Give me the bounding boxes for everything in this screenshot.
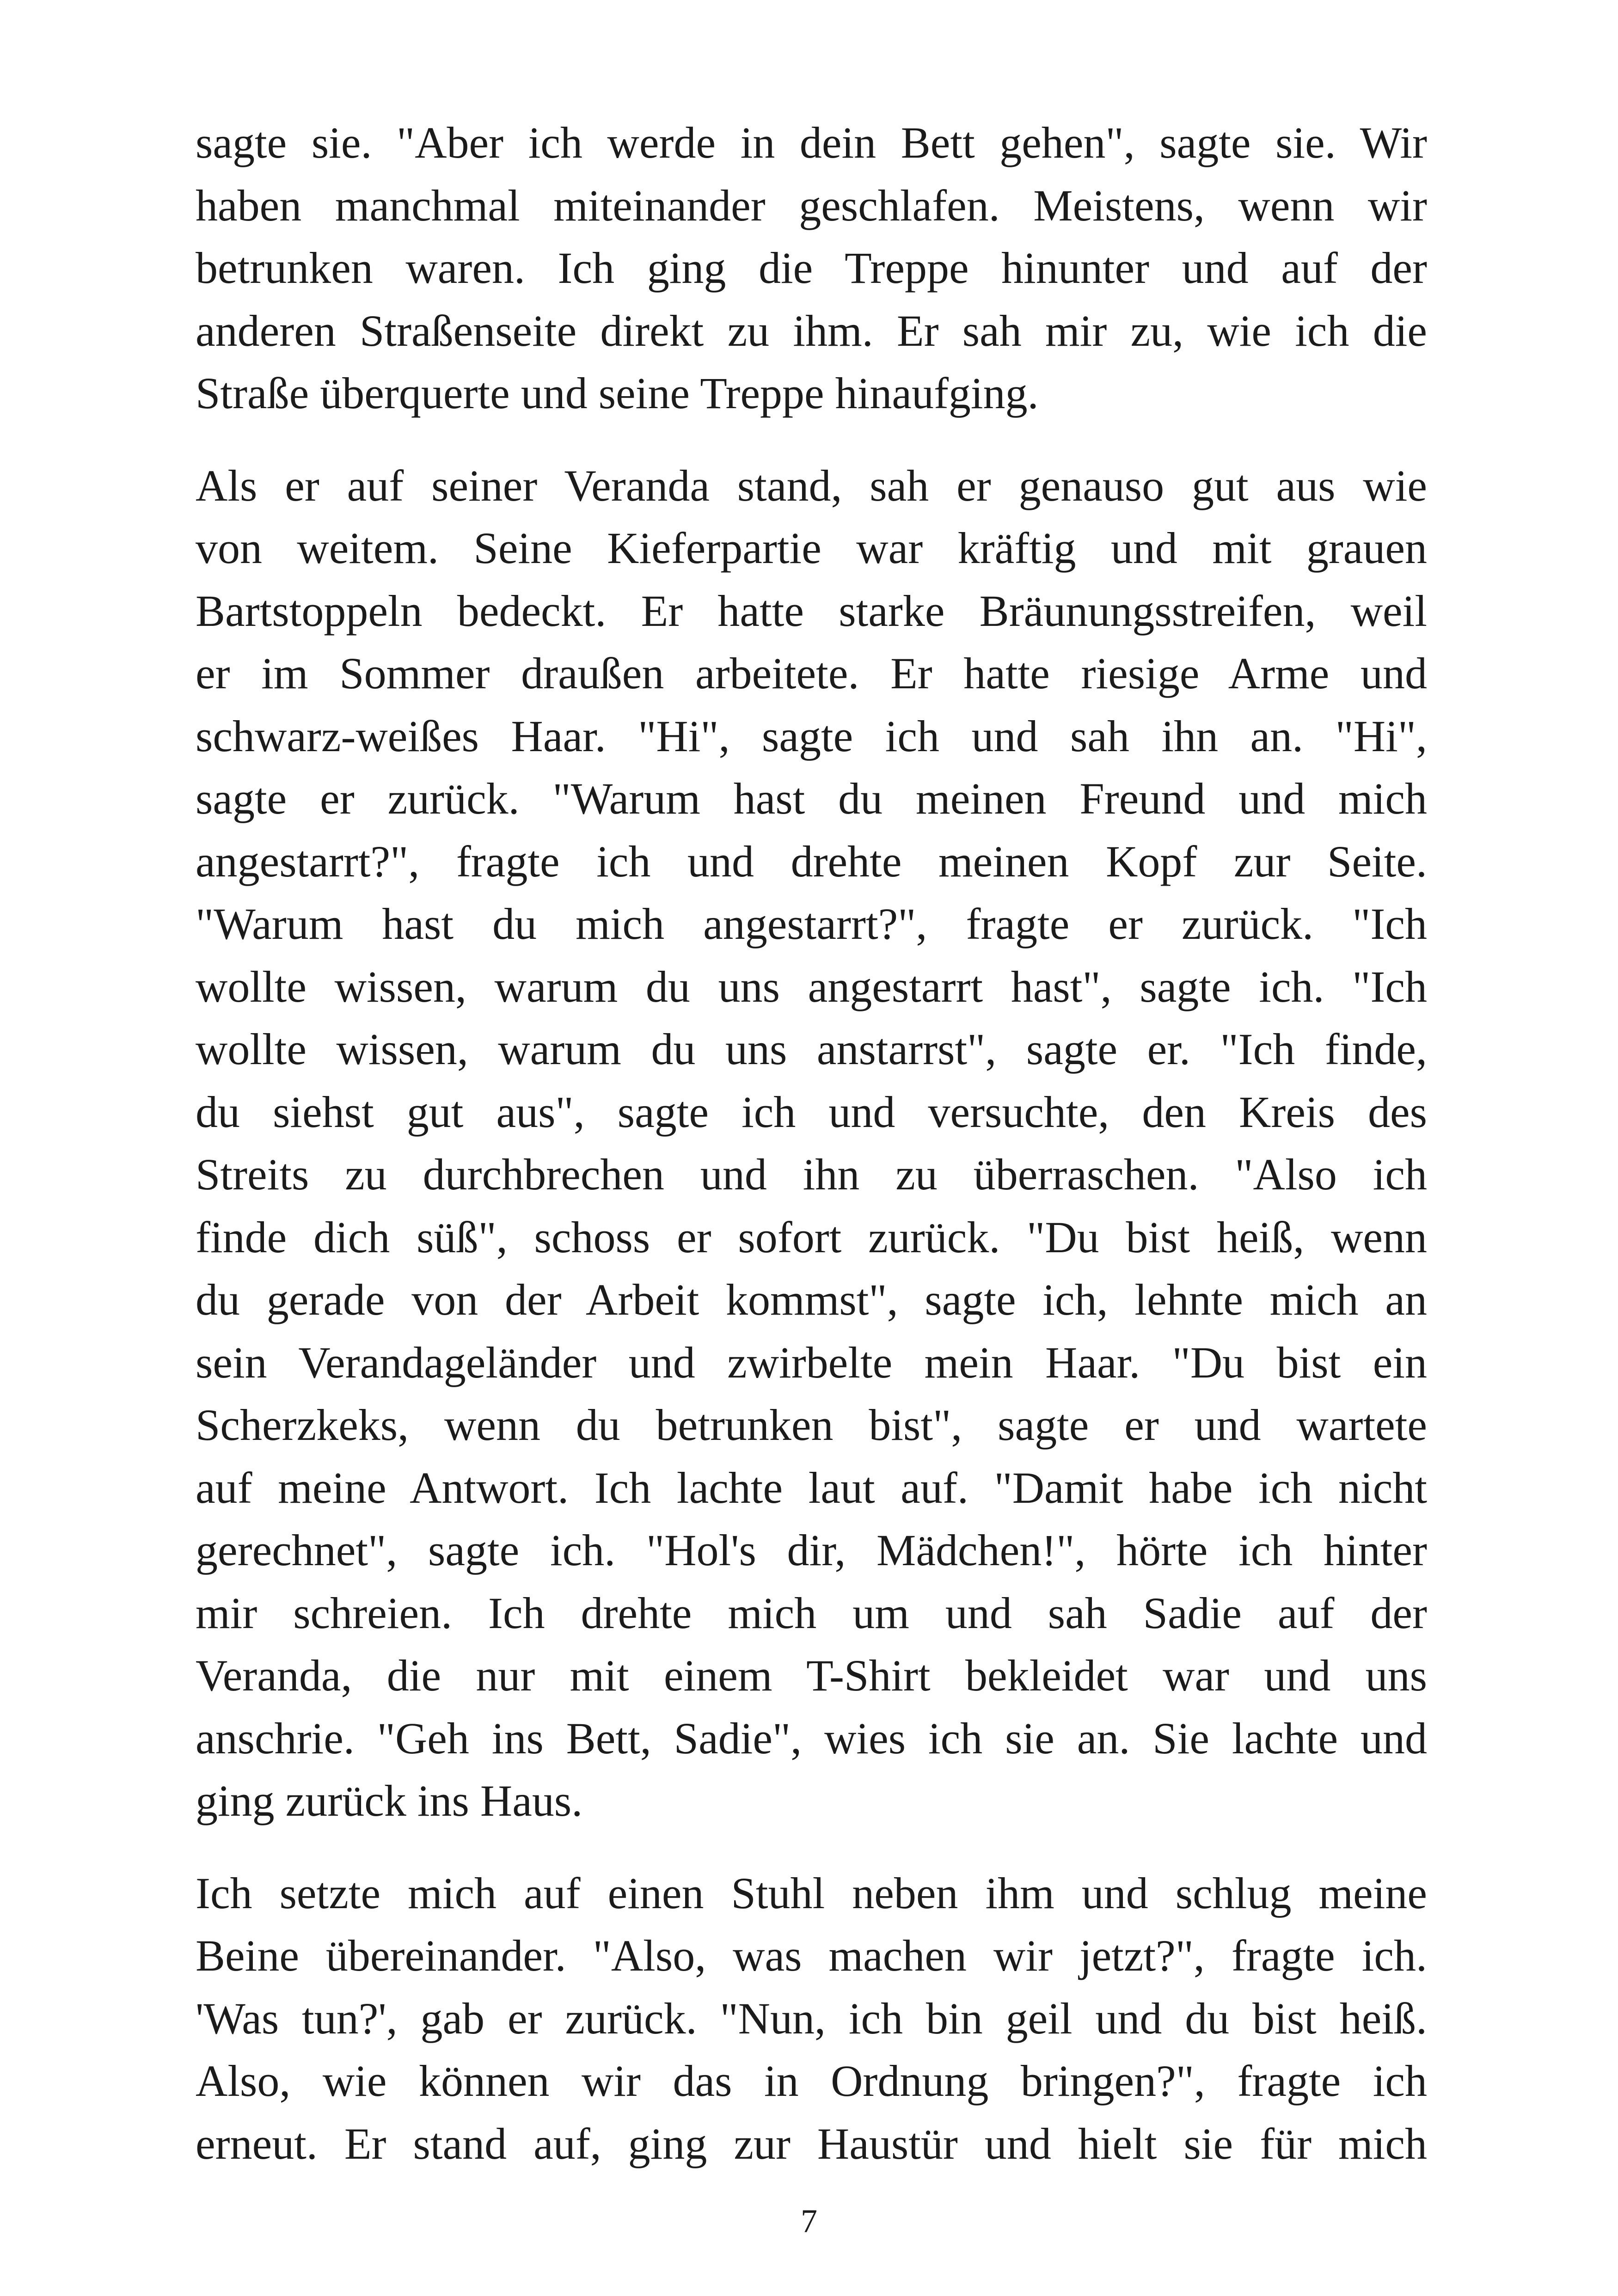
text-line: Also, wie können wir das in Ordnung bringen?", fragte ich (196, 2056, 1427, 2106)
text-line: wollte wissen, warum du uns angestarrt hast", sagte ich. "Ich (196, 961, 1427, 1011)
text-line: wollte wissen, warum du uns anstarrst", sagte er. "Ich finde, (196, 1024, 1427, 1074)
text-line: du gerade von der Arbeit kommst", sagte ich, lehnte mich an (196, 1275, 1427, 1324)
text-line: Veranda, die nur mit einem T-Shirt bekleidet war und uns (196, 1651, 1427, 1700)
text-line: haben manchmal miteinander geschlafen. Meistens, wenn wir (196, 180, 1427, 230)
text-line: 'Was tun?', gab er zurück. "Nun, ich bin geil und du bist heiß. (196, 1993, 1427, 2043)
text-line: gerechnet", sagte ich. "Hol's dir, Mädchen!", hörte ich hinter (196, 1525, 1427, 1575)
text-line: anderen Straßenseite direkt zu ihm. Er sah mir zu, wie ich die (196, 306, 1427, 355)
text-line: "Warum hast du mich angestarrt?", fragte er zurück. "Ich (196, 899, 1427, 949)
text-line: Bartstoppeln bedeckt. Er hatte starke Bräunungsstreifen, weil (196, 586, 1427, 636)
text-line: angestarrt?", fragte ich und drehte meinen Kopf zur Seite. (196, 836, 1427, 886)
text-line: sein Verandageländer und zwirbelte mein Haar. "Du bist ein (196, 1337, 1427, 1387)
paragraph (196, 454, 1427, 1832)
paragraph (196, 111, 1427, 425)
text-line: auf meine Antwort. Ich lachte laut auf. "Damit habe ich nicht (196, 1463, 1427, 1512)
text-line: sagte er zurück. "Warum hast du meinen Freund und mich (196, 774, 1427, 823)
text-line: ging zurück ins Haus. (196, 1776, 583, 1825)
text-line: du siehst gut aus", sagte ich und versuchte, den Kreis des (196, 1087, 1427, 1137)
paragraph (196, 1862, 1427, 2175)
text-line: Scherzkeks, wenn du betrunken bist", sagte er und wartete (196, 1400, 1427, 1450)
text-line: erneut. Er stand auf, ging zur Haustür und hielt sie für mich (196, 2118, 1427, 2168)
text-line: er im Sommer draußen arbeitete. Er hatte riesige Arme und (196, 649, 1427, 698)
text-line: von weitem. Seine Kieferpartie war kräftig und mit grauen (196, 523, 1427, 573)
body-text (196, 111, 1427, 2204)
text-line: finde dich süß", schoss er sofort zurück. "Du bist heiß, wenn (196, 1212, 1427, 1262)
page-number: 7 (801, 2203, 817, 2240)
text-line: Streits zu durchbrechen und ihn zu überraschen. "Also ich (196, 1150, 1427, 1199)
text-line: Als er auf seiner Veranda stand, sah er genauso gut aus wie (196, 460, 1427, 510)
text-line: schwarz-weißes Haar. "Hi", sagte ich und sah ihn an. "Hi", (196, 711, 1427, 761)
text-line: Straße überquerte und seine Treppe hinaufging. (196, 368, 1039, 418)
text-line: betrunken waren. Ich ging die Treppe hinunter und auf der (196, 243, 1427, 293)
text-line: Beine übereinander. "Also, was machen wir jetzt?", fragte ich. (196, 1931, 1427, 1980)
text-line: anschrie. "Geh ins Bett, Sadie", wies ich sie an. Sie lachte und (196, 1713, 1427, 1763)
text-line: Ich setzte mich auf einen Stuhl neben ihm und schlug meine (196, 1868, 1427, 1918)
text-line: sagte sie. "Aber ich werde in dein Bett gehen", sagte sie. Wir (196, 118, 1427, 167)
text-line: mir schreien. Ich drehte mich um und sah Sadie auf der (196, 1588, 1427, 1638)
